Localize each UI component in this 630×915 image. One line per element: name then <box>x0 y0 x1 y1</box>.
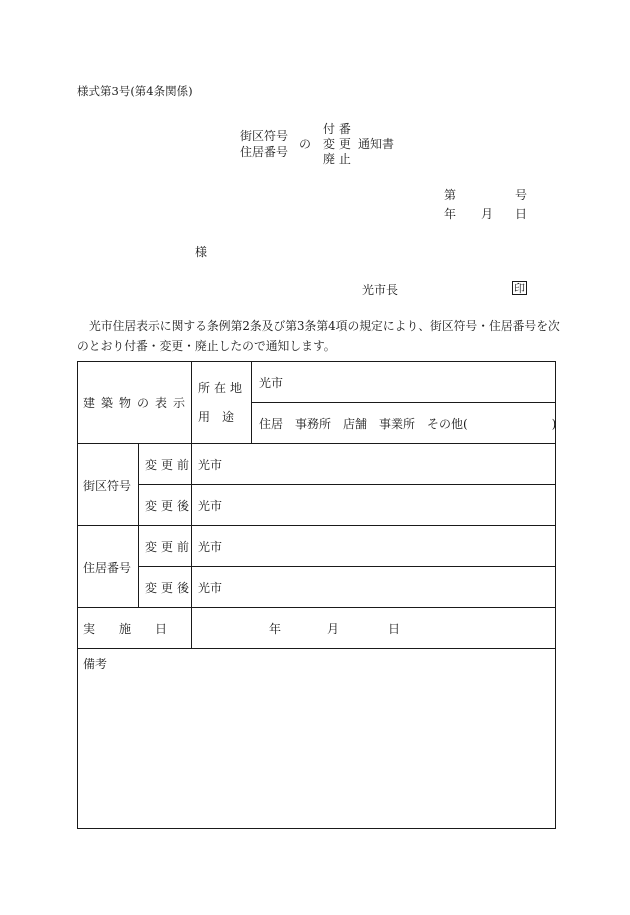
body-text-line-2: のとおり付番・変更・廃止したので通知します。 <box>77 339 336 353</box>
divider <box>78 648 556 649</box>
residence-number-label: 住居番号 <box>83 561 132 575</box>
divider <box>251 362 252 443</box>
implementation-day: 日 <box>388 622 401 636</box>
notice-table <box>77 361 556 829</box>
block-after-label: 変更後 <box>145 499 194 513</box>
document-number-prefix: 第 <box>444 188 457 202</box>
location-label: 所在地 <box>198 381 247 395</box>
form-number: 様式第3号(第4条関係) <box>77 84 193 98</box>
addressee-suffix: 様 <box>195 245 208 259</box>
divider <box>138 566 556 567</box>
location-value: 光市 <box>259 376 284 390</box>
residence-after-label: 変更後 <box>145 581 194 595</box>
block-code-label: 街区符号 <box>83 479 132 493</box>
building-label: 建築物の表示 <box>83 396 192 410</box>
document-number-suffix: 号 <box>515 188 528 202</box>
residence-before-label: 変更前 <box>145 540 194 554</box>
issuer-name: 光市長 <box>362 283 399 297</box>
block-after-value: 光市 <box>198 499 223 513</box>
divider <box>78 607 556 608</box>
title-block-code: 街区符号 <box>240 129 289 143</box>
divider <box>78 525 556 526</box>
issue-date-year: 年 <box>444 207 457 221</box>
residence-before-value: 光市 <box>198 540 223 554</box>
implementation-year: 年 <box>269 622 282 636</box>
usage-label: 用 途 <box>198 410 235 424</box>
issue-date-month: 月 <box>481 207 494 221</box>
title-particle: の <box>299 137 312 151</box>
divider <box>138 443 139 607</box>
body-text-line-1: 光市住居表示に関する条例第2条及び第3条第4項の規定により、街区符号・住居番号を次 <box>89 319 560 333</box>
title-option-abolish: 廃 止 <box>323 152 351 166</box>
implementation-date-label: 実 施 日 <box>83 622 168 636</box>
issue-date-day: 日 <box>515 207 528 221</box>
title-suffix: 通知書 <box>358 137 395 151</box>
block-before-value: 光市 <box>198 458 223 472</box>
title-option-change: 変 更 <box>323 137 351 151</box>
divider <box>138 484 556 485</box>
title-residence-number: 住居番号 <box>240 145 289 159</box>
remarks-label: 備考 <box>83 657 108 671</box>
divider <box>78 443 556 444</box>
usage-options: 住居 事務所 店舗 事業所 その他( ) <box>259 417 557 431</box>
title-option-assign: 付 番 <box>323 122 351 136</box>
seal-mark: 印 <box>514 282 525 295</box>
block-before-label: 変更前 <box>145 458 194 472</box>
divider <box>191 362 192 443</box>
implementation-month: 月 <box>327 622 340 636</box>
residence-after-value: 光市 <box>198 581 223 595</box>
divider <box>251 402 556 403</box>
